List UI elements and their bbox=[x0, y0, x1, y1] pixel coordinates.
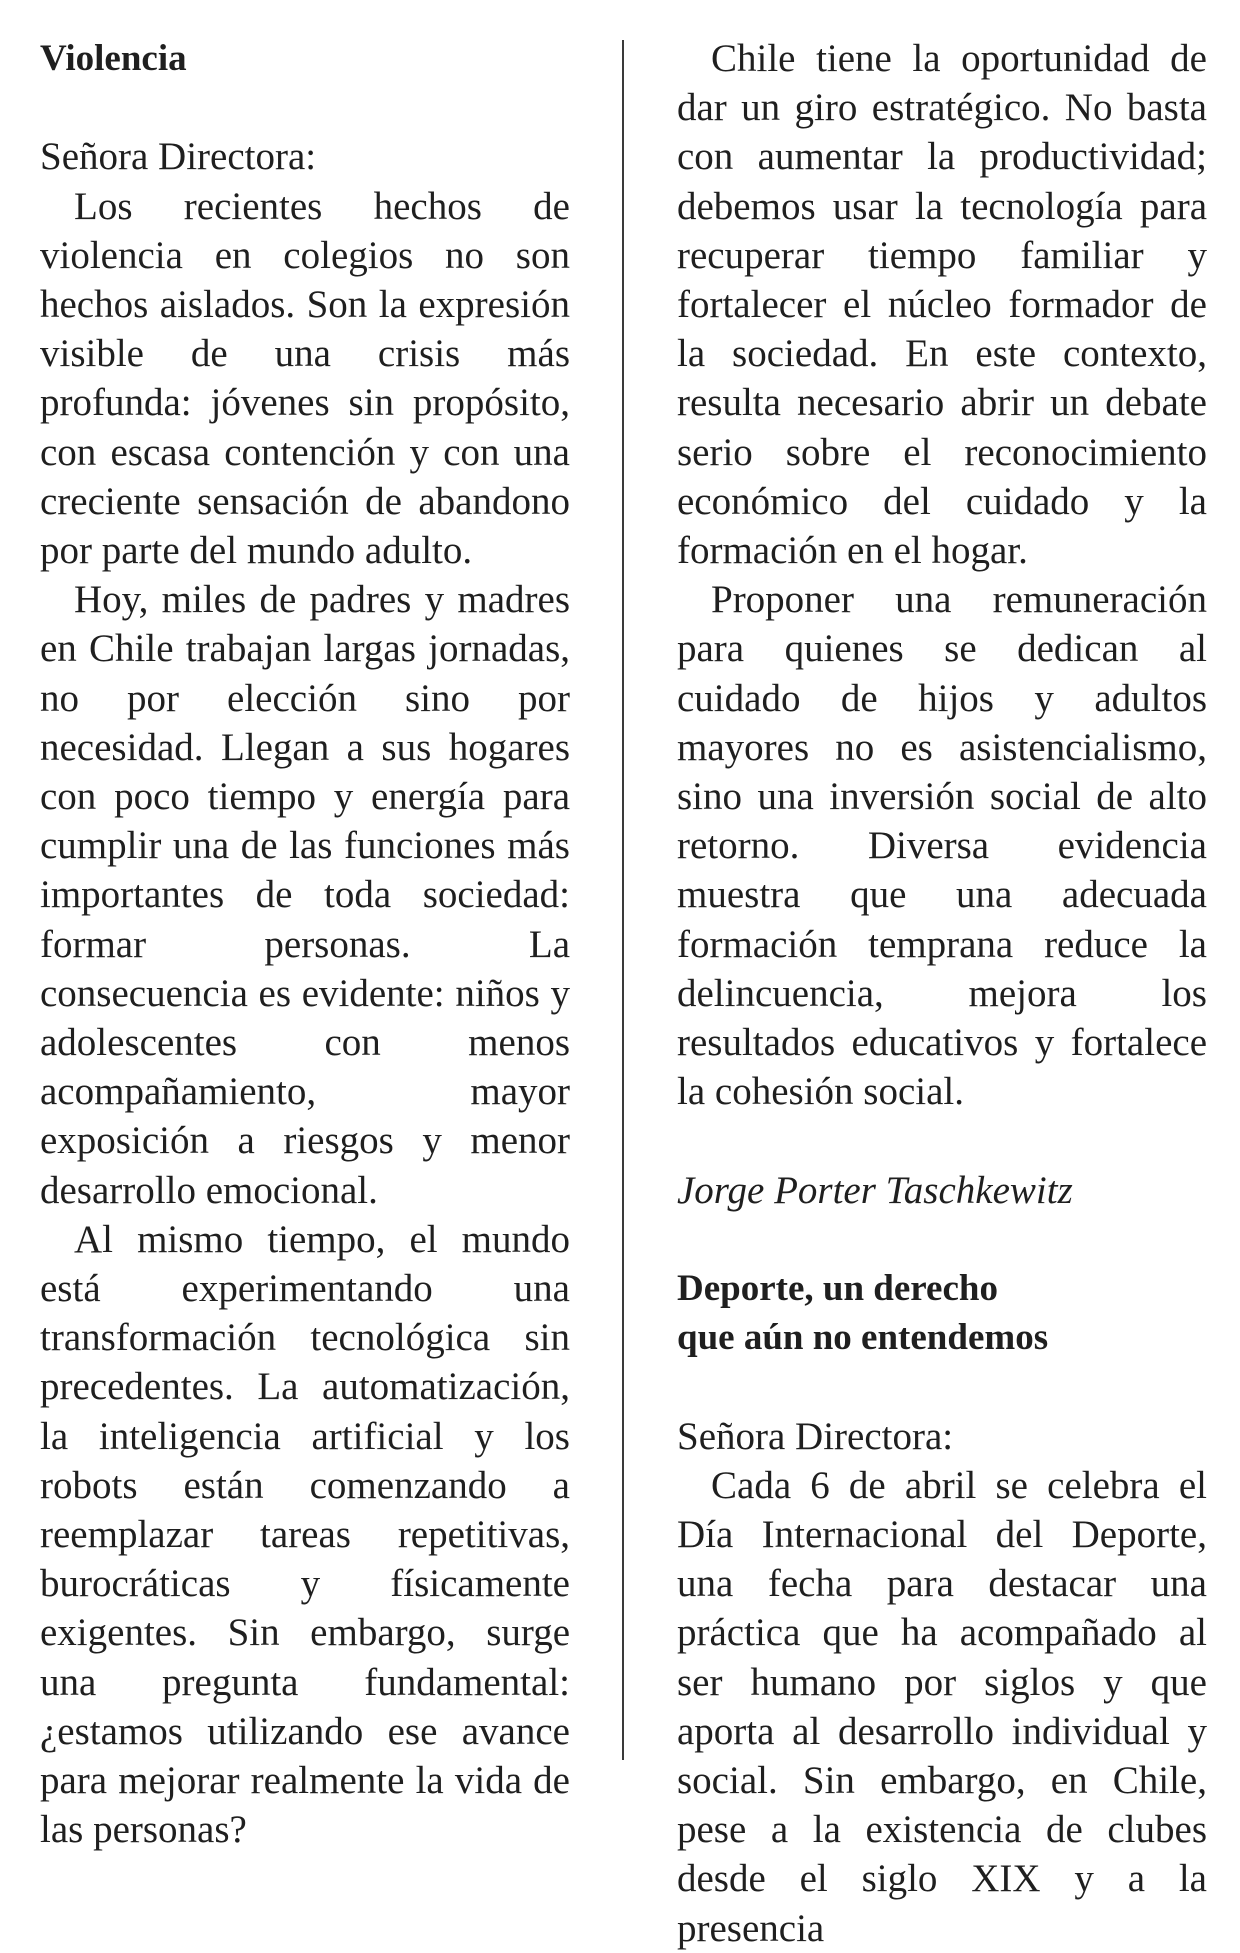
column-divider bbox=[622, 40, 624, 1760]
right-column bbox=[677, 34, 1207, 1953]
salutation-2: Señora Directora: bbox=[677, 1414, 954, 1458]
letter-title-line-1: Deporte, un derecho bbox=[677, 1268, 998, 1310]
letter-title-line-2: que aún no entendemos bbox=[677, 1317, 1049, 1359]
paragraph-5: Proponer una remuneración para quienes se dedican al cuidado de hijos y adultos mayores no es asistencialismo, sino una inversión social de alto retorno. Diversa evidencia muestra que una adecuada formación temprana reduce la delincuencia, mejora los resultados educativos y fortalece la cohesión social. bbox=[677, 578, 1207, 1114]
paragraph-6: Cada 6 de abril se celebra el Día Internacional del Deporte, una fecha para destacar una práctica que ha acompañado al ser humano por siglos y que aporta al desarrollo individual y social. Sin embargo, en Chile, pese a la existencia de clubes desde el siglo XIX y a la presencia bbox=[677, 1463, 1207, 1950]
paragraph-4: Chile tiene la oportunidad de dar un giro estratégico. No basta con aumentar la productividad; debemos usar la tecnología para recuperar tiempo familiar y fortalecer el núcleo formador de la sociedad. En este contexto, resulta necesario abrir un debate serio sobre el reconocimiento económico del cuidado y la formación en el hogar. bbox=[677, 37, 1207, 573]
paragraph-1: Los recientes hechos de violencia en colegios no son hechos aislados. Son la expresión visible de una crisis más profunda: jóvenes sin propósito, con escasa contención y con una creciente sensación de abandono por parte del mundo adulto. bbox=[40, 184, 570, 573]
paragraph-2: Hoy, miles de padres y madres en Chile trabajan largas jornadas, no por elección sino por necesidad. Llegan a sus hogares con poco tiempo y energía para cumplir una de las funciones más importantes de toda sociedad: formar personas. La consecuencia es evidente: niños y adolescentes con menos acompañamiento, mayor exposición a riesgos y menor desarrollo emocional. bbox=[40, 578, 570, 1212]
letter-title-deporte bbox=[677, 1264, 1207, 1362]
signature: Jorge Porter Taschkewitz bbox=[677, 1168, 1073, 1212]
paragraph-3: Al mismo tiempo, el mundo está experimentando una transformación tecnológica sin precedentes. La automatización, la inteligencia artificial y los robots están comenzando a reemplazar tareas repetitivas, burocráticas y físicamente exigentes. Sin embargo, surge una pregunta fundamental: ¿estamos utilizando ese avance para mejorar realmente la vida de las personas? bbox=[40, 1217, 570, 1852]
salutation: Señora Directora: bbox=[40, 135, 317, 179]
letter-title-violencia: Violencia bbox=[40, 38, 187, 79]
left-column bbox=[40, 34, 570, 1855]
